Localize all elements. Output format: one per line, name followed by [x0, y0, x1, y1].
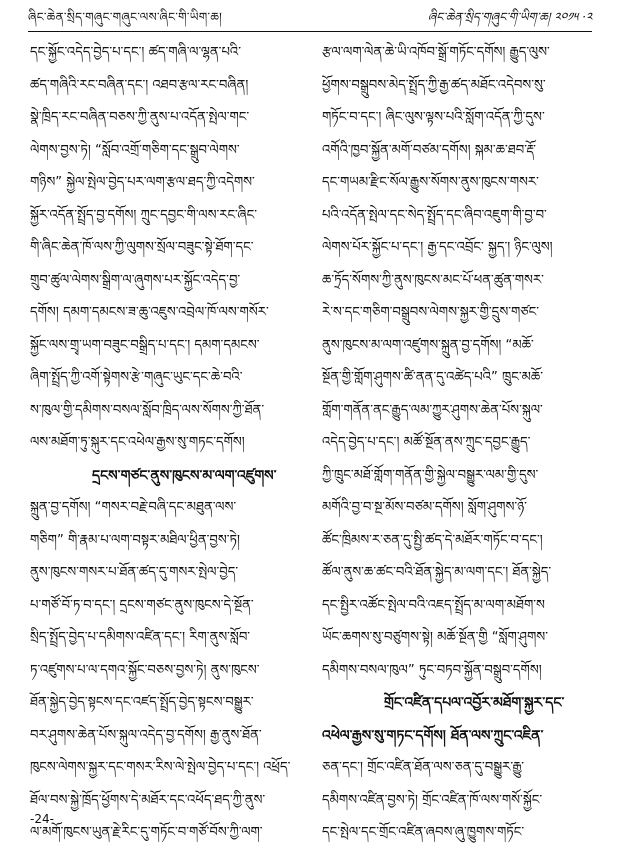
text-line: གཏོང་བ་དང་། ཞིང་ལུས་ལྟས་པའི་སློག་འདོན་ཀྱི་དུས་: [322, 110, 545, 125]
text-line: ཐོན་སྐྱེད་བྱེད་སྟངས་དང་འཛད་སྤྲོད་བྱེད་སྟངས་བསྒྱུར་: [30, 695, 254, 710]
right-column: [322, 37, 590, 840]
text-line: འགོའི་ཁྱབ་སྐྱོན་མགོ་བཙམ་དགོས། སྐམ་ཆ་ཐབ་རྡོ་: [322, 142, 536, 158]
text-line: དང་སྤྱིར་འཚོང་སྤེལ་བའི་འཇད་སྤྲོད་མ་ལག་མཐོག་ས: [322, 597, 545, 613]
text-line: གློག་གནོན་ནང་རྒྱུད་ལམ་ཀྱུར་ཤུགས་ཆེན་པོས་སྐུལ་: [322, 402, 543, 418]
text-line: ཕྱོགས་བསྒྲུབས་མེད་སྤྲོད་ཀྱི་རྒྱ་ཚད་མཐོང་འདེབས་སུ་: [322, 77, 546, 93]
page-number: -24-: [30, 812, 54, 826]
section-heading: གྲོང་འཛིན་དཔལ་འབྱོར་མཐོག་སྐྱར་དང་: [384, 695, 565, 711]
text-line: སྐྲུན་བྱ་དགོས། “གསར་བརྗེ་བཞི་དང་མཐུན་ལས་: [30, 500, 237, 515]
text-line: ཚད་གཞིའི་རང་བཞིན་དང་། འཐབ་རྩལ་རང་བཞིན།: [30, 77, 249, 93]
text-line: གཉིས” སྐྱེལ་སྤེལ་བྱེད་པར་ལག་རྩལ་ཐད་ཀྱི་འདེགས་: [30, 175, 255, 190]
text-line: ཞིག་སྤྲོད་ཀྱི་འགོ་སྟེགས་རྩེ་གཞུང་ཡུང་དང་ཆེ་བའི་: [30, 370, 243, 385]
text-line: ལེགས་བྱས་ཏེ། “སློབ་འགྲོ་གཅིག་དང་སྒྲུབ་ལེགས་: [30, 142, 240, 158]
text-line: ཁུངས་ལེགས་སྐྱར་དང་གསར་རིས་ལེ་སྤེལ་བྱེད་པ་དང་། འཕྲོད་: [30, 760, 291, 775]
text-line: དང་སྐྱོང་འདེད་བྱེད་པ་དང་། ཚད་གཞི་ལ་ལྷན་པའི་: [30, 45, 241, 60]
text-line: བར་ཤུགས་ཆེན་པོས་སྐུལ་འདེད་བྱ་དགོས། རྒྱ་ནུས་ཐོན་: [30, 727, 262, 743]
text-line: སྣེ་ཁྲིད་རང་བཞིན་བཅས་ཀྱི་ནུས་པ་འདོན་སྤེལ་གང་: [30, 110, 250, 125]
text-line: འདེད་བྱེད་པ་དང་། མཚོ་སྔོན་ནས་ཀྲུང་དབྱང་རྒྱུད་: [322, 435, 531, 450]
text-line: དགོས། དམག་དམངས་ཟ་ཆུ་འཇུས་འབྲེལ་ཁོ་ལས་གསོར་: [30, 305, 269, 320]
text-line: ཅན་དང་། གྲོང་འཛིན་ཐོན་ལས་ཅན་དུ་བསྒྱུར་རྒྱུ་: [322, 760, 525, 775]
text-line: ནུས་ཁུངས་མ་ལག་འཛུགས་སྐྲུན་བྱ་དགོས། “མཆོ་: [322, 337, 534, 353]
text-line: མགོའི་བྱ་བ་སྔ་མོས་བཙམ་དགོས། སློག་ཤུགས་ཉོ་: [322, 500, 527, 515]
text-line: ཚོང་ཁྲིམས་ར་ཅན་དུ་སྤྱི་ཚད་དེ་མཐོར་གཏོང་བ་དང་།: [322, 532, 543, 548]
text-line: པ་གཙོ་བོ་ཏ་བ་དང་། དྲངས་གཙང་ནུས་ཁུངས་དེ་སྔོན་: [30, 597, 254, 613]
text-line: ཡོང་ཆགས་སུ་བཙུགས་སྟེ། མཆོ་སྔོན་གྱི “སློག་ཤུགས་: [322, 630, 548, 645]
header-right-title: ཞིང་ཆེན་སྲིད་གཞུང་གི་ཡིག་ཆ། ༢༠༡༥ ·༢: [427, 10, 592, 24]
text-line: དམིགས་བསལ་ཁུལ” ཏུང་བཏབ་སྐྱོན་བསྒྲུབ་དགོས།: [322, 662, 542, 678]
text-line: ལེགས་པོར་སྐྱོང་པ་དང་། རྒྱ་དང་འབྲོང་ སྐྱད་། ཉིང་ལུས།: [322, 240, 553, 255]
text-line: ལ་མགོ་ཁུངས་ཡུན་རྗེ་རིང་དུ་གཏོང་བ་གཙོ་བོས་ཀྱི་ལག་: [30, 825, 263, 840]
text-line: རྩལ་ལག་ལེན་ཆེ་ཡི་འཁོབ་སྒྲོ་གཏོང་དགོས། རྒྱུད་ལུས་: [322, 45, 550, 60]
text-line: པའི་འདོན་སྤེལ་དང་སེད་སྤྲོད་དང་ཞིབ་འཇུག་གི་བྱ་བ་: [322, 207, 547, 223]
text-line: ཐོལ་བས་སྐྱེ་ཁྲོད་ཕྱོགས་དེ་མཐོར་དང་འཕོད་ཐད་ཀྱི་ནུས་: [30, 792, 266, 808]
header-rule: [28, 31, 592, 32]
text-line: ནུས་ཁུངས་གསར་པ་ཐོན་ཚད་དུ་གསར་སྤེལ་བྱེད་: [30, 565, 239, 580]
text-line: དང་སྤེལ་དང་གྲོང་འཛིན་ཞབས་ཞུ་ཁྱུགས་གཏོང་: [322, 825, 525, 840]
text-line: ལས་མཐོག་ཏུ་སྐུར་དང་འཕེལ་རྒྱས་སུ་གཏང་དགོས།: [30, 435, 245, 450]
text-line: རེ་ས་དང་གཅིག་བསྒྲུབས་ལེགས་སྐྱར་གྱི་དྲུས་གཙང་: [322, 305, 540, 320]
section-heading-continuation: འཕེལ་རྒྱས་སུ་གཏང་དགོས། ཐོན་ལས་ཀྲུང་འཇིན་: [322, 727, 544, 744]
text-line: གྲུབ་ཚུལ་ལེགས་སྒྲིག་ལ་ཞུགས་པར་སྐྱོང་འདེད་བྱ་: [30, 272, 241, 288]
text-line: གཅིག” གི་རྣམ་པ་ལག་བསྟར་མཐིལ་ཕྱིན་བྱས་ཏེ།: [30, 532, 240, 548]
text-line: ཀྱི་ཁྲུང་མཐོ་གློག་གནོན་གྱི་སྐྱེལ་བསྒྱུར་ལམ་གྱི་དུས་: [322, 467, 539, 483]
text-line: ཏ་འཛུགས་པ་ལ་དགའ་སྐྱོང་བཅས་བྱས་ཏེ། ནུས་ཁུངས་: [30, 662, 260, 678]
text-line: ས་ཁུལ་གྱི་དམིགས་བསལ་སློབ་ཁྲིད་ལས་སོགས་ཀྱི་ཐོན་: [30, 402, 265, 418]
text-line: སྐྱོང་ལས་གྲྭ་ཡག་བཟུང་བསྒྲིད་པ་དང་། དམག་དམངས་: [30, 337, 260, 353]
text-line: སྔོན་གྱི་གློག་ཤུགས་ཚི་ནན་དུ་འཚེད་པའི” ཁྲུང་མཆོ་: [322, 370, 544, 385]
text-line: སྐྱོར་འདོན་སྤྲོད་བྱ་དགོས། ཀྲུང་དབྱང་གི་ལས་རང་ཞིང་: [30, 207, 258, 223]
text-line: ཆ་ཏྲོད་སོགས་ཀྱི་ནུས་ཁུངས་མང་པོ་ཕན་ཚུན་གསར་: [322, 272, 544, 288]
page-header: [28, 4, 592, 30]
text-line: གི་ཞིང་ཆེན་ཁོ་ལས་ཀྱི་ལུགས་སྲོལ་བཟུང་སྟེ་ཐོག་དང་: [30, 240, 254, 255]
text-line: ཚོལ་ནུས་ཆ་ཚང་བའི་ཐོན་སྐྱེད་མ་ལག་དང་། ཐོན་སྐྱེད་: [322, 565, 552, 580]
section-heading: དྲངས་གཙང་ནུས་ཁུངས་མ་ལག་འཛུགས་: [92, 467, 277, 484]
text-line: དང་གཡམ་རྫིང་སོལ་རྒྱུས་སོགས་ནུས་ཁུངས་གསར་: [322, 175, 539, 190]
header-left-title: ཞིང་ཆེན་སྲིད་གཞུང་གཞུང་ལས་ཞིང་གི་ཡིག་ཆ།: [28, 10, 223, 24]
text-line: དམིགས་འཛིན་བྱས་ཏེ། གྲོང་འཛིན་ཁོ་ལས་གསོ་སྐྱོང་: [322, 792, 543, 808]
text-line: སྲིད་སྤྲོད་བྱེད་པ་དམིགས་འཛིན་དང་། རིག་ནུས་སློབ་: [30, 630, 251, 645]
